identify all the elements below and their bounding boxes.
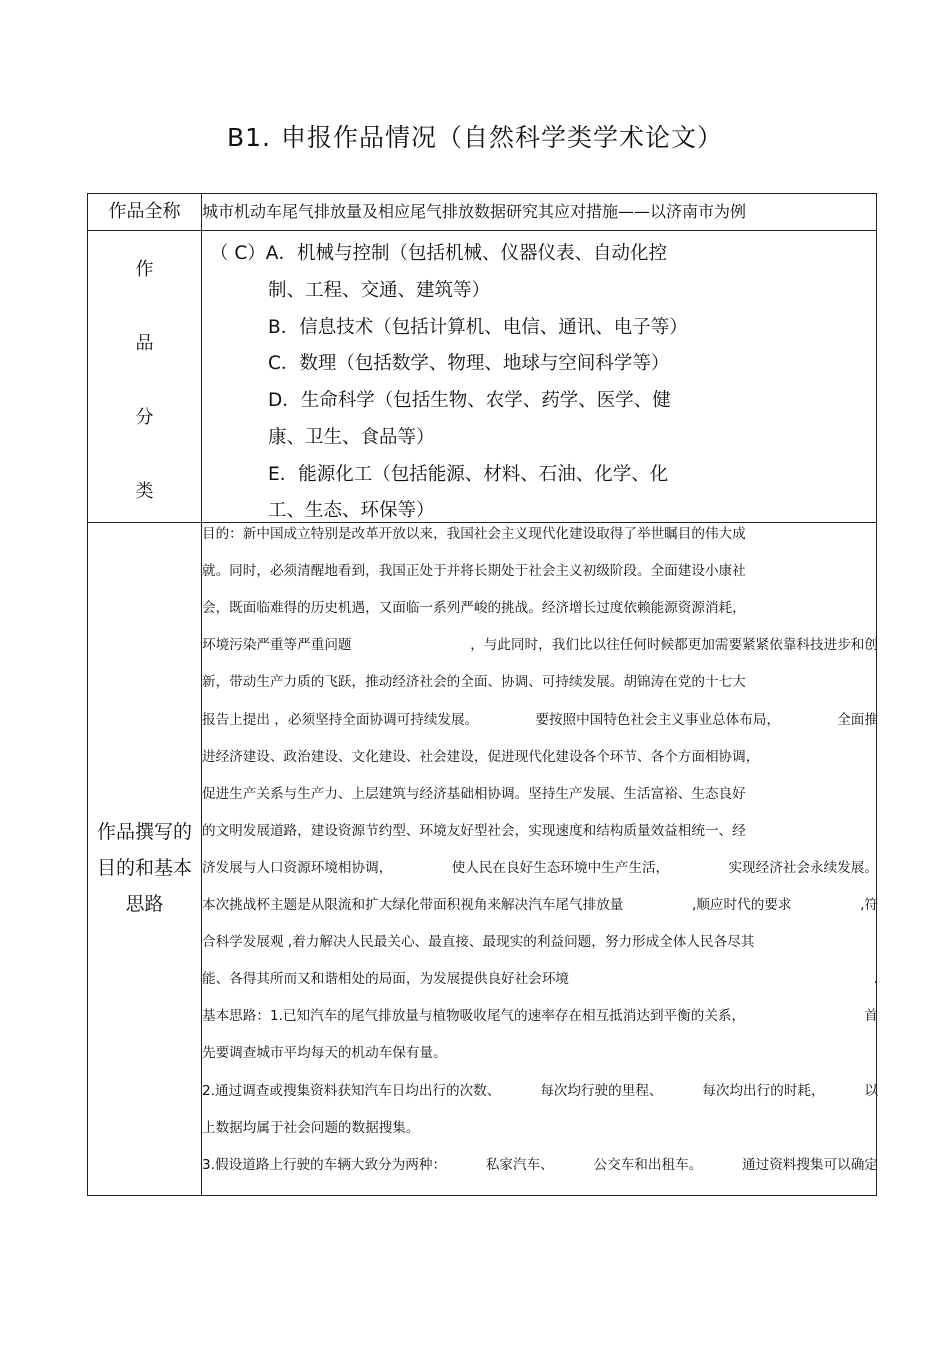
body-line <box>202 1006 878 1026</box>
body-segment: 上数据均属于社会问题的数据搜集。 <box>202 1119 420 1136</box>
body-segment: 促进生产关系与生产力、上层建筑与经济基础相协调。坚持生产发展、生活富裕、生态良好 <box>202 785 746 802</box>
body-line <box>202 784 878 804</box>
body-segment: 合科学发展观 ,着力解决人民最关心、最直接、最现实的利益问题，努力形成全体人民各尽其 <box>202 934 755 951</box>
body-segment: 全面推 <box>837 711 878 728</box>
category-option-c: C．数理（包括数学、物理、地球与空间科学等） <box>268 353 670 374</box>
body-line <box>202 747 878 767</box>
body-segment: . <box>873 971 878 988</box>
row-divider <box>88 522 876 523</box>
body-segment: 要按照中国特色社会主义事业总体布局， <box>535 711 781 728</box>
body-segment: 以 <box>864 1082 878 1099</box>
category-label-char: 品 <box>135 333 154 354</box>
body-line <box>202 1118 878 1138</box>
body-segment: 能、各得其所而又和谐相处的局面，为发展提供良好社会环境 <box>202 971 570 988</box>
body-segment: 先要调查城市平均每天的机动车保有量。 <box>202 1045 447 1062</box>
body-line <box>202 1081 878 1101</box>
body-segment: 就。同时，必须清醒地看到，我国正处于并将长期处于社会主义初级阶段。全面建设小康社 <box>202 563 746 580</box>
category-option-e-cont: 工、生态、环保等） <box>268 500 435 521</box>
body-segment: 2.通过调查或搜集资料获知汽车日均出行的次数、 <box>202 1082 501 1099</box>
body-segment: 实现经济社会永续发展。 <box>728 859 878 876</box>
body-line <box>202 598 878 618</box>
purpose-label-line: 思路 <box>125 893 164 915</box>
body-segment: 使人民在良好生态环境中生产生活， <box>451 859 670 876</box>
title-text: 申报作品情况（自然科学类学术论文） <box>281 123 724 152</box>
row-divider <box>88 230 876 231</box>
body-segment: 通过资料搜集可以确定 <box>742 1156 878 1173</box>
category-label-char: 类 <box>135 481 154 502</box>
category-option-d-cont: 康、卫生、食品等） <box>268 427 435 448</box>
body-segment: 每次均行驶的里程、 <box>540 1082 663 1099</box>
body-line <box>202 1043 878 1063</box>
body-segment: 济发展与人口资源环境相协调， <box>202 859 393 876</box>
body-segment: ，与此同时，我们比以往任何时候都更加需要紧紧依靠科技进步和创 <box>470 637 878 654</box>
category-label-char: 作 <box>135 259 154 280</box>
body-segment: 会，既面临难得的历史机遇，又面临一系列严峻的挑战。经济增长过度依赖能源资源消耗， <box>202 600 746 617</box>
body-segment: 公交车和出租车。 <box>593 1156 703 1173</box>
body-segment: 本次挑战杯主题是从限流和扩大绿化带面积视角来解决汽车尾气排放量 <box>202 897 624 913</box>
category-option-e: E．能源化工（包括能源、材料、石油、化学、化 <box>268 464 669 485</box>
category-label <box>88 231 201 521</box>
body-line <box>202 858 878 878</box>
body-line <box>202 932 878 952</box>
body-segment: 环境污染严重等严重问题 <box>202 637 352 654</box>
category-option-d: D．生命科学（包括生物、农学、药学、医学、健 <box>268 390 671 411</box>
body-segment: 进经济建设、政治建设、文化建设、社会建设，促进现代化建设各个环节、各个方面相协调， <box>202 748 760 765</box>
body-segment: 新，带动生产力质的飞跃，推动经济社会的全面、协调、可持续发展。胡锦涛在党的十七大 <box>202 674 746 691</box>
purpose-label-line: 目的和基本 <box>96 857 192 879</box>
application-table <box>87 193 877 1196</box>
work-name-value: 城市机动车尾气排放量及相应尾气排放数据研究其应对措施——以济南市为例 <box>202 202 747 221</box>
body-line <box>202 561 878 581</box>
title-code: B1. <box>226 123 271 152</box>
body-line <box>202 710 878 730</box>
body-line <box>202 524 878 544</box>
body-segment: 每次均出行的时耗， <box>702 1082 825 1099</box>
purpose-label <box>88 814 201 922</box>
body-segment: 目的：新中国成立特别是改革开放以来，我国社会主义现代化建设取得了举世瞩目的伟大成 <box>202 526 746 542</box>
body-segment: 报告上提出 ，必须坚持全面协调可持续发展。 <box>202 711 479 728</box>
category-option-a-cont: 制、工程、交通、建筑等） <box>268 280 491 301</box>
body-segment: 首 <box>864 1008 878 1025</box>
category-option-b: B．信息技术（包括计算机、电信、通讯、电子等） <box>268 317 688 338</box>
body-line <box>202 1155 878 1175</box>
body-segment: ,符 <box>860 897 878 913</box>
body-line <box>202 821 878 841</box>
body-segment: 的文明发展道路，建设资源节约型、环境友好型社会，实现速度和结构质量效益相统一、经 <box>202 822 746 839</box>
body-segment: ,顺应时代的要求 <box>692 897 792 913</box>
category-option-a: （ C）A．机械与控制（包括机械、仪器仪表、自动化控 <box>210 243 667 264</box>
body-segment: 私家汽车、 <box>485 1156 554 1173</box>
body-line <box>202 672 878 692</box>
page-title <box>0 118 950 154</box>
body-segment: 3.假设道路上行驶的车辆大致分为两种： <box>202 1156 447 1173</box>
body-line <box>202 895 878 915</box>
body-line <box>202 969 878 989</box>
body-segment: 基本思路：1.已知汽车的尾气排放量与植物吸收尾气的速率存在相互抵消达到平衡的关系， <box>202 1008 746 1025</box>
body-line <box>202 635 878 655</box>
purpose-label-line: 作品撰写的 <box>96 821 192 843</box>
category-label-char: 分 <box>135 407 154 428</box>
work-name-label: 作品全称 <box>108 201 181 222</box>
